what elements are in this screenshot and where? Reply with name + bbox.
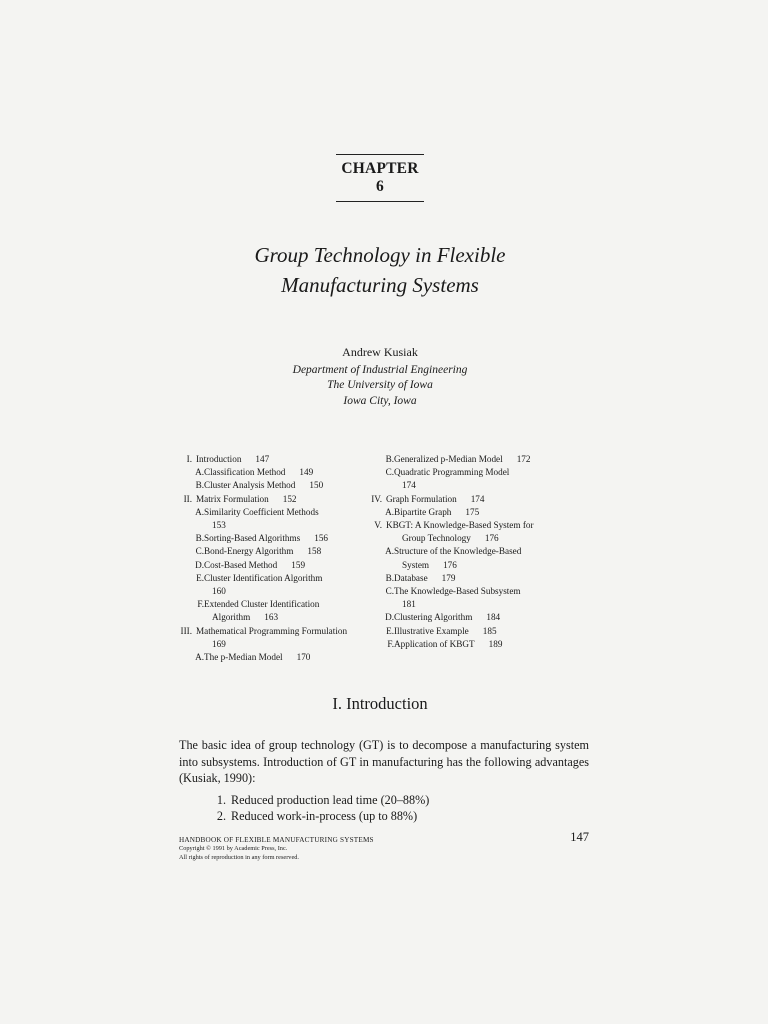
toc-entry-number: E. [196,572,204,583]
toc-entry-page: 174 [470,493,485,504]
toc-entry [370,585,580,598]
title-line-1: Group Technology in Flexible [254,243,506,267]
toc-entry-number: F. [387,638,394,649]
toc-entry-number: II. [183,493,192,504]
toc-entry [370,532,580,545]
toc-entry [180,651,380,664]
toc-entry-number: A. [195,506,204,517]
toc-entry-number: B. [195,480,204,491]
intro-paragraph: The basic idea of group technology (GT) is to decompose a manufacturing system into subsystems. Introduction of GT in manufacturing has the following advantages (Kusiak, 1990): [179,738,589,785]
toc-entry-page: 149 [299,467,314,478]
toc-entry-title: Introduction [196,454,242,464]
toc-entry [180,625,380,638]
toc-entry-title: Classification Method [204,467,286,478]
toc-entry [370,479,580,492]
toc-entry [180,466,380,479]
toc-entry [180,585,380,598]
toc-entry [370,493,580,506]
list-item-number: 1. [216,793,226,807]
toc-right-column [370,453,580,651]
toc-entry-page: 152 [282,493,297,504]
author-block [230,345,530,409]
toc-entry-number: E. [386,625,394,636]
toc-continuation: System [402,559,430,570]
toc-entry [180,638,380,651]
chapter-header [336,154,424,202]
toc-entry-title: Quadratic Programming Model [394,467,510,478]
toc-entry-title: Bond-Energy Algorithm [204,546,294,557]
toc-entry [180,611,380,624]
author-university: The University of Iowa [327,379,433,391]
toc-entry [370,466,580,479]
toc-left-column [180,453,380,664]
toc-entry-title: Illustrative Example [394,625,469,636]
toc-continuation: Group Technology [402,533,471,544]
toc-entry [180,572,380,585]
toc-entry-title: Clustering Algorithm [394,612,473,623]
toc-entry [370,506,580,519]
toc-entry-page: 189 [488,638,503,649]
toc-entry-page: 184 [486,612,501,623]
toc-entry [370,638,580,651]
toc-entry-number: III. [180,625,192,636]
toc-continuation: 181 [402,599,416,610]
toc-entry-title: Bipartite Graph [394,506,452,517]
toc-entry [370,611,580,624]
toc-entry-page: 172 [516,454,531,464]
toc-entry-page: 159 [291,559,306,570]
title-line-2: Manufacturing Systems [281,273,479,297]
toc-entry-number: A. [195,652,204,663]
toc-entry-number: V. [374,520,382,531]
toc-entry-number: B. [385,572,394,583]
toc-entry-title: Structure of the Knowledge-Based [394,546,522,557]
toc-entry-number: C. [385,467,394,478]
toc-entry-page: 156 [314,533,328,544]
toc-entry [180,453,380,466]
toc-entry-title: Cluster Identification Algorithm [204,572,323,583]
toc-entry [180,506,380,519]
toc-entry [370,453,580,466]
list-item-number: 2. [216,809,226,823]
toc-entry-page: 163 [264,612,279,623]
toc-entry-title: Cost-Based Method [204,559,278,570]
toc-entry-number: I. [186,454,192,464]
toc-entry-title: Sorting-Based Algorithms [204,533,301,544]
toc-entry-number: A. [385,506,394,517]
toc-entry [180,545,380,558]
toc-entry-title: Similarity Coefficient Methods [204,506,319,517]
toc-continuation: 153 [212,520,226,531]
toc-entry-number: A. [385,546,394,557]
toc-entry [180,479,380,492]
toc-entry-title: Generalized p-Median Model [394,454,503,464]
author-name: Andrew Kusiak [342,345,418,359]
toc-entry-title: Application of KBGT [394,638,475,649]
toc-entry [370,559,580,572]
toc-entry-page: 170 [296,652,311,663]
toc-entry-title: Graph Formulation [386,493,457,504]
bottom-rule [336,201,424,202]
handbook-title: HANDBOOK OF FLEXIBLE MANUFACTURING SYSTEMS [179,836,374,844]
toc-continuation: 169 [212,638,226,649]
toc-entry-title: The p-Median Model [204,652,283,663]
toc-entry-number: D. [195,559,204,570]
author-city: Iowa City, Iowa [343,394,417,407]
copyright-line: Copyright © 1991 by Academic Press, Inc. [179,845,288,852]
toc-entry-title: The Knowledge-Based Subsystem [394,586,521,597]
toc-entry-number: D. [385,612,394,623]
toc-entry-title: Database [394,572,428,583]
toc-entry-number: C. [385,586,394,597]
toc-entry [370,625,580,638]
toc-entry [370,519,580,532]
toc-entry-page: 185 [482,625,497,636]
toc-entry-number: IV. [371,493,382,504]
advantages-list [208,792,429,824]
toc-entry-title: Matrix Formulation [196,493,269,504]
toc-entry-page: 179 [441,572,456,583]
toc-entry [180,493,380,506]
toc-entry-title: Extended Cluster Identification [204,599,320,610]
toc-entry-number: C. [195,546,204,557]
rights-line: All rights of reproduction in any form reserved. [179,854,299,861]
toc-entry [370,572,580,585]
toc-entry-number: F. [197,599,204,610]
toc-entry [180,532,380,545]
toc-entry-page: 158 [307,546,322,557]
toc-entry-page: 150 [309,480,324,491]
toc-entry-page: 147 [255,454,270,464]
toc-entry-title: Mathematical Programming Formulation [196,625,348,636]
page-footer [179,830,589,862]
toc-entry-page: 176 [443,559,457,570]
list-item [208,808,429,824]
list-item-text: Reduced production lead time (20–88%) [231,793,430,807]
top-rule [336,154,424,155]
section-heading: I. Introduction [332,694,428,713]
toc-entry [180,598,380,611]
list-item [208,792,429,808]
toc-entry-number: B. [195,533,204,544]
chapter-label: CHAPTER 6 [341,160,419,195]
list-item-text: Reduced work-in-process (up to 88%) [231,809,418,823]
toc-entry-page: 176 [484,533,499,544]
toc-continuation: 174 [402,480,416,491]
toc-entry-number: B. [385,454,394,464]
toc-entry [370,598,580,611]
toc-entry [180,519,380,532]
chapter-title [150,240,610,300]
toc-entry-title: KBGT: A Knowledge-Based System for [386,520,534,531]
toc-entry-page: 175 [465,506,480,517]
toc-entry-title: Cluster Analysis Method [204,480,296,491]
toc-continuation: 160 [212,586,226,597]
toc-entry [370,545,580,558]
author-department: Department of Industrial Engineering [292,363,468,376]
toc-entry-number: A. [195,467,204,478]
page-number: 147 [570,830,589,844]
toc-continuation: Algorithm [212,612,251,623]
toc-entry [180,559,380,572]
